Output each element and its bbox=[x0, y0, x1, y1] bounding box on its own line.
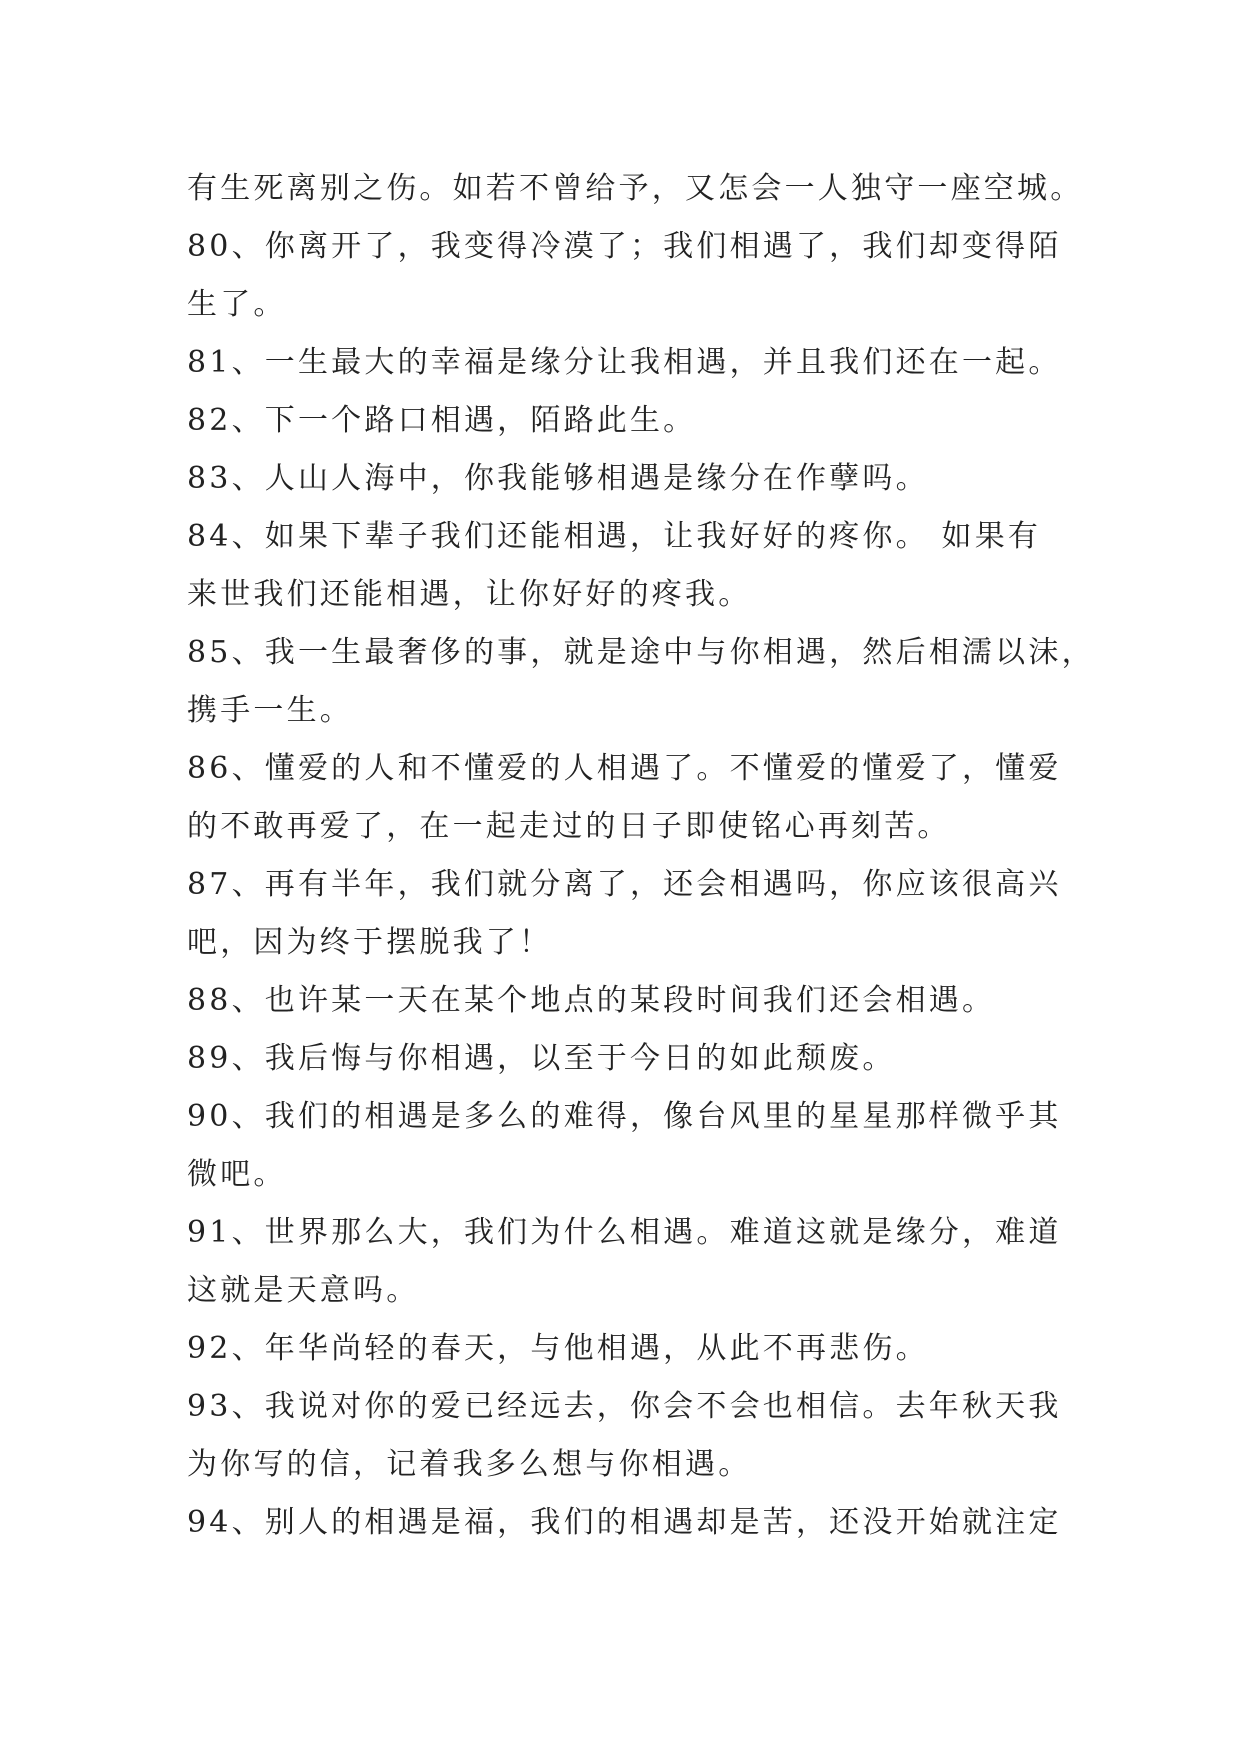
text-line: 携手一生。 bbox=[187, 693, 353, 728]
text-line: 80、你离开了，我变得冷漠了；我们相遇了，我们却变得陌 bbox=[187, 229, 1062, 264]
text-line: 82、下一个路口相遇，陌路此生。 bbox=[187, 403, 697, 438]
text-line: 91、世界那么大，我们为什么相遇。难道这就是缘分，难道 bbox=[187, 1215, 1062, 1250]
text-line: 85、我一生最奢侈的事，就是途中与你相遇，然后相濡以沫， bbox=[187, 635, 1095, 670]
text-line: 94、别人的相遇是福，我们的相遇却是苦，还没开始就注定 bbox=[187, 1505, 1062, 1540]
text-line: 93、我说对你的爱已经远去，你会不会也相信。去年秋天我 bbox=[187, 1389, 1062, 1424]
text-line: 90、我们的相遇是多么的难得，像台风里的星星那样微乎其 bbox=[187, 1099, 1062, 1134]
text-line: 为你写的信，记着我多么想与你相遇。 bbox=[187, 1447, 752, 1482]
text-line: 83、人山人海中，你我能够相遇是缘分在作孽吗。 bbox=[187, 461, 929, 496]
text-line: 84、如果下辈子我们还能相遇，让我好好的疼你。 如果有 bbox=[187, 519, 1042, 554]
text-line: 来世我们还能相遇，让你好好的疼我。 bbox=[187, 577, 752, 612]
text-line: 这就是天意吗。 bbox=[187, 1273, 420, 1308]
text-line: 的不敢再爱了，在一起走过的日子即使铭心再刻苦。 bbox=[187, 809, 951, 844]
text-line: 有生死离别之伤。如若不曾给予，又怎会一人独守一座空城。 bbox=[187, 171, 1084, 206]
text-line: 88、也许某一天在某个地点的某段时间我们还会相遇。 bbox=[187, 983, 996, 1018]
text-line: 81、一生最大的幸福是缘分让我相遇，并且我们还在一起。 bbox=[187, 345, 1062, 380]
text-line: 86、懂爱的人和不懂爱的人相遇了。不懂爱的懂爱了，懂爱 bbox=[187, 751, 1062, 786]
text-line: 生了。 bbox=[187, 287, 287, 322]
text-line: 89、我后悔与你相遇，以至于今日的如此颓废。 bbox=[187, 1041, 896, 1076]
text-line: 92、年华尚轻的春天，与他相遇，从此不再悲伤。 bbox=[187, 1331, 929, 1366]
document-text bbox=[187, 160, 1095, 1552]
text-line: 吧，因为终于摆脱我了！ bbox=[187, 925, 553, 960]
text-line: 微吧。 bbox=[187, 1157, 287, 1192]
text-line: 87、再有半年，我们就分离了，还会相遇吗，你应该很高兴 bbox=[187, 867, 1062, 902]
